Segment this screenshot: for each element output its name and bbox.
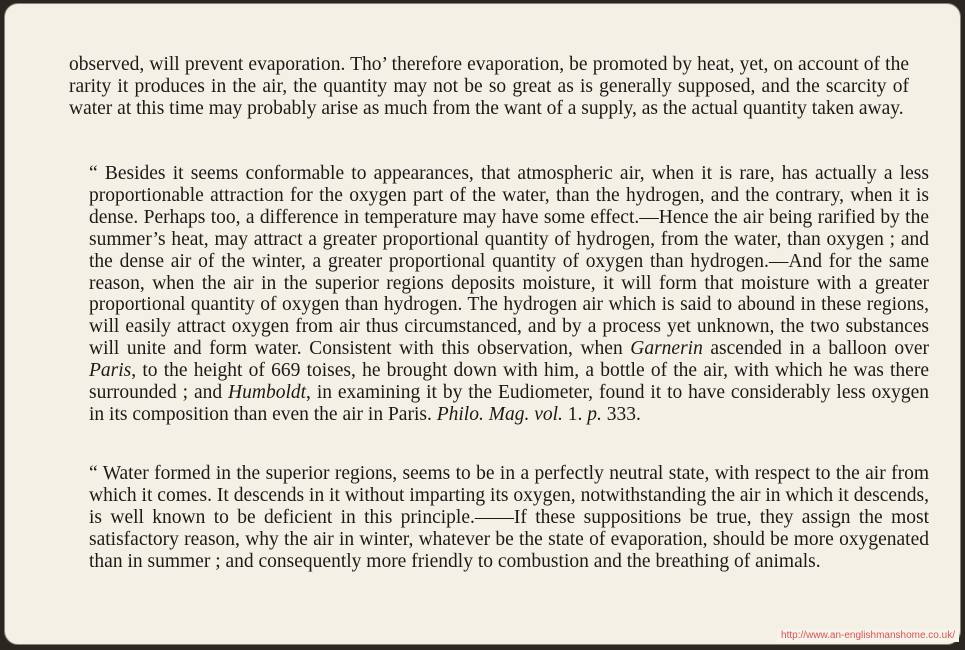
italic-text-run: Garnerin [630, 338, 703, 360]
text-run: , in examining it by the Eudiometer, found it to have considerably less oxygen in its composition than even the air in Paris. [89, 382, 929, 425]
text-run: “ Water formed in the superior regions, seems to be in a perfectly neutral state, with respect to the air from which it comes. It descends in it without imparting its oxygen, notwithstanding the air in which it descends, is well known to be deficient in this principle.——If these suppositions be true, they assign the most satisfactory reason, why the air in winter, whatever be the state of evaporation, should be more oxygenated than in summer ; and consequently more friendly to combustion and the breathing of animals. [89, 463, 929, 572]
italic-text-run: Paris [89, 360, 132, 382]
text-run: “ Besides it seems conformable to appearances, that atmospheric air, when it is rare, has actually a less proportionable attraction for the oxygen part of the water, than the hydrogen, and the contrary, when it is dense. Perhaps too, a difference in temperature may have some effect.—Hence the air being rarified by the summer’s heat, may attract a greater proportional quantity of hydrogen, from the water, than oxygen ; and the dense air of the winter, a greater proportional quantity of oxygen than hydrogen.—And for the same reason, when the air in the superior regions deposits moisture, it will form that moisture with a greater proportional quantity of oxygen than hydrogen. The hydrogen air which is said to abound in these regions, will easily attract oxygen from air thus circumstanced, and by a process yet unknown, the two substances will unite and form water. Consistent with this observation, when [89, 163, 929, 360]
text-run: ascended in a balloon over [702, 338, 930, 360]
text-run: 1. [562, 403, 588, 425]
source-url[interactable]: http://www.an-englishmanshome.co.uk/ [777, 629, 959, 642]
paragraph-2 [69, 163, 929, 426]
text-run: observed, will prevent evaporation. Tho’ therefore evaporation, be promoted by heat, yet, on account of the rarity it produces in the air, the quantity may not be so great as is generally supposed, and the scarcity of water at this time may probably arise as much from the want of a supply, as the actual quantity taken away. [69, 54, 909, 119]
italic-text-run: p. [587, 403, 602, 425]
italic-text-run: Humboldt [228, 382, 307, 404]
paragraph-3 [69, 463, 929, 573]
text-run: 333. [601, 403, 641, 425]
text-run: , to the height of 669 toises, he brought down with him, a bottle of the air, with which he was there surrounded ; and [89, 360, 929, 404]
document-page [4, 3, 961, 645]
italic-text-run: Philo. Mag. vol. [436, 403, 563, 425]
paragraph-1 [69, 54, 909, 120]
